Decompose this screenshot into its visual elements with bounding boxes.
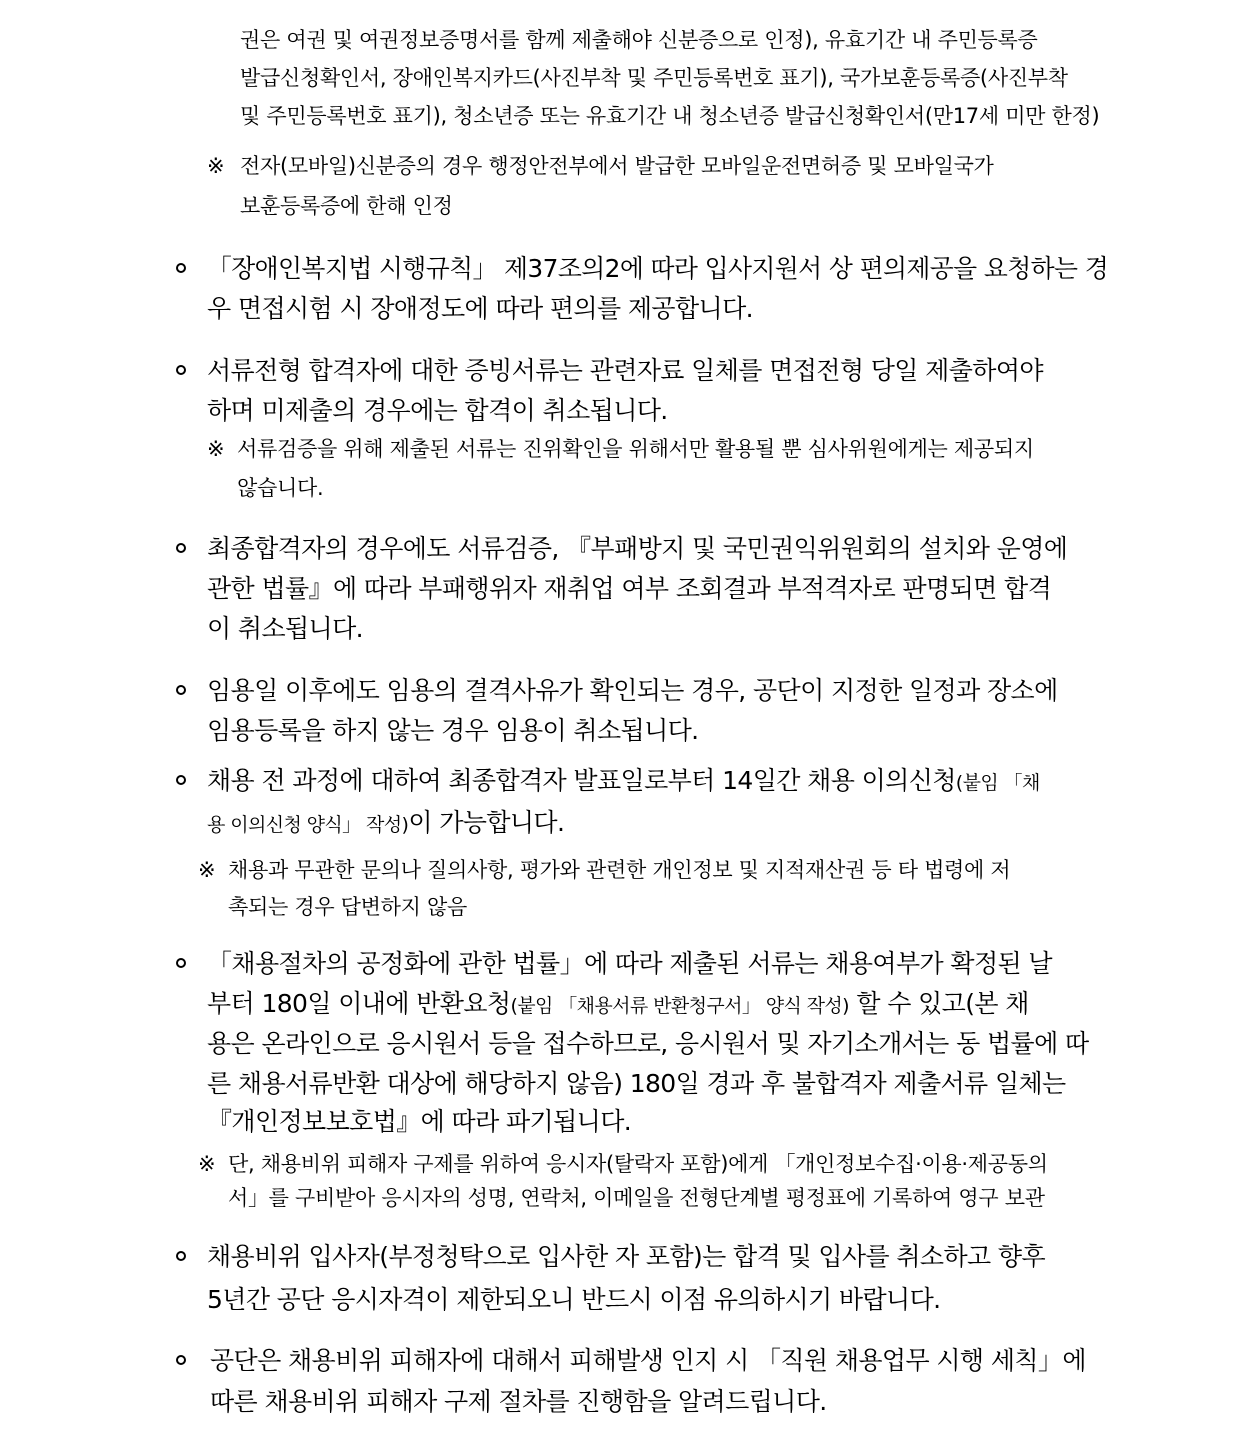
item-text: 이 가능합니다. (408, 808, 565, 837)
item-line-2 (207, 810, 564, 835)
item-line: 임용일 이후에도 임용의 결격사유가 확인되는 경우, 공단이 지정한 일정과 장소에 (207, 676, 1058, 705)
item-line: 임용등록을 하지 않는 경우 임용이 취소됩니다. (207, 716, 699, 745)
item-line: 이 취소됩니다. (207, 614, 363, 643)
item-line: 우 면접시험 시 장애정도에 따라 편의를 제공합니다. (207, 294, 753, 323)
item-note-line: 단, 채용비위 피해자 구제를 위하여 응시자(탈락자 포함)에게 「개인정보수집·이용·제공동의 (228, 1152, 1048, 1176)
item-note-line: 서류검증을 위해 제출된 서류는 진위확인을 위해서만 활용될 뿐 심사위원에게는 제공되지 (237, 437, 1034, 461)
intro-note-line: 전자(모바일)신분증의 경우 행정안전부에서 발급한 모바일운전면허증 및 모바일국가 (240, 154, 994, 178)
item-small-text: 용 이의신청 양식」 작성) (207, 814, 409, 836)
item-line: 최종합격자의 경우에도 서류검증, 『부패방지 및 국민권익위원회의 설치와 운영에 (207, 534, 1068, 563)
item-note-line: 서」를 구비받아 응시자의 성명, 연락처, 이메일을 전형단계별 평정표에 기록하여 영구 보관 (228, 1186, 1045, 1210)
bullet-circle-icon (176, 685, 186, 695)
note-mark: ※ (207, 437, 225, 461)
item-line: 른 채용서류반환 대상에 해당하지 않음) 180일 경과 후 불합격자 제출서류 일체는 (207, 1069, 1066, 1098)
bullet-circle-icon (176, 365, 186, 375)
note-mark: ※ (198, 858, 216, 882)
bullet-circle-icon (176, 263, 186, 273)
intro-line: 권은 여권 및 여권정보증명서를 함께 제출해야 신분증으로 인정), 유효기간 내 주민등록증 (240, 28, 1038, 52)
item-line: 따른 채용비위 피해자 구제 절차를 진행함을 알려드립니다. (210, 1387, 827, 1416)
bullet-circle-icon (176, 543, 186, 553)
item-line: 하며 미제출의 경우에는 합격이 취소됩니다. (207, 396, 668, 425)
item-line: 『개인정보보호법』에 따라 파기됩니다. (207, 1107, 632, 1136)
bullet-circle-icon (176, 958, 186, 968)
item-small-text: (붙임 「채용서류 반환청구서」 양식 작성) (510, 995, 849, 1017)
item-note-line: 촉되는 경우 답변하지 않음 (228, 895, 467, 919)
item-line: 5년간 공단 응시자격이 제한되오니 반드시 이점 유의하시기 바랍니다. (207, 1285, 941, 1314)
item-line-1 (207, 768, 1040, 793)
intro-note-line: 보훈등록증에 한해 인정 (240, 194, 453, 218)
note-mark: ※ (198, 1152, 216, 1176)
item-line: 공단은 채용비위 피해자에 대해서 피해발생 인지 시 「직원 채용업무 시행 세칙」에 (210, 1346, 1086, 1375)
item-line: 서류전형 합격자에 대한 증빙서류는 관련자료 일체를 면접전형 당일 제출하여야 (207, 356, 1043, 385)
item-note-line: 않습니다. (237, 476, 324, 500)
item-line: 채용비위 입사자(부정청탁으로 입사한 자 포함)는 합격 및 입사를 취소하고 향후 (207, 1242, 1046, 1271)
bullet-circle-icon (176, 775, 186, 785)
item-text: 부터 180일 이내에 반환요청 (207, 989, 511, 1018)
item-line (207, 991, 1029, 1016)
item-small-text: (붙임 「채 (955, 772, 1040, 794)
bullet-circle-icon (176, 1251, 186, 1261)
item-text: 할 수 있고(본 채 (848, 989, 1029, 1018)
intro-line: 및 주민등록번호 표기), 청소년증 또는 유효기간 내 청소년증 발급신청확인서(만17세 미만 한정) (240, 104, 1100, 128)
item-line: 관한 법률』에 따라 부패행위자 재취업 여부 조회결과 부적격자로 판명되면 합격 (207, 574, 1052, 603)
item-note-line: 채용과 무관한 문의나 질의사항, 평가와 관련한 개인정보 및 지적재산권 등 타 법령에 저 (228, 858, 1011, 882)
item-line: 「장애인복지법 시행규칙」 제37조의2에 따라 입사지원서 상 편의제공을 요청하는 경 (207, 254, 1109, 283)
item-line: 「채용절차의 공정화에 관한 법률」에 따라 제출된 서류는 채용여부가 확정된 날 (207, 949, 1052, 978)
item-line: 용은 온라인으로 응시원서 등을 접수하므로, 응시원서 및 자기소개서는 동 법률에 따 (207, 1029, 1089, 1058)
note-mark: ※ (207, 154, 225, 178)
bullet-circle-icon (176, 1355, 186, 1365)
intro-line: 발급신청확인서, 장애인복지카드(사진부착 및 주민등록번호 표기), 국가보훈등록증(사진부착 (240, 66, 1068, 90)
item-text: 채용 전 과정에 대하여 최종합격자 발표일로부터 14일간 채용 이의신청 (207, 766, 956, 795)
